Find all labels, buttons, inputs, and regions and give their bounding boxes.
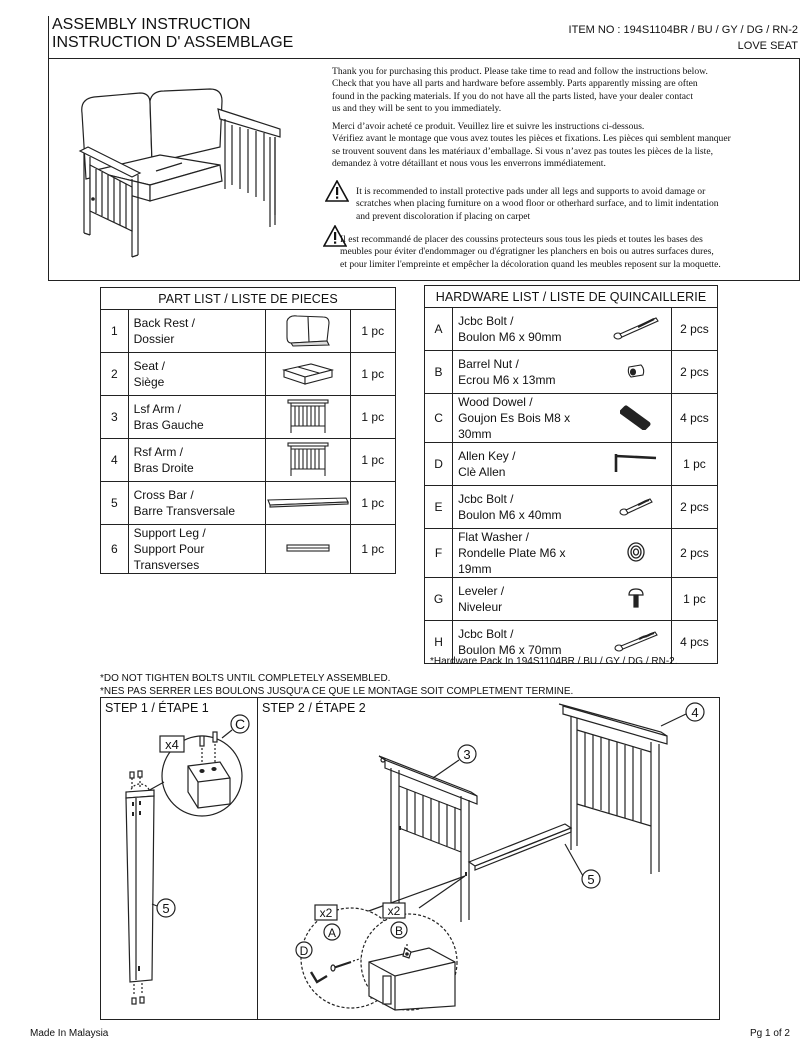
part-description (128, 310, 265, 353)
part-image-cell (265, 353, 350, 396)
hardware-letter: E (425, 486, 453, 529)
intro-en-line: us and they will be sent to you immediately. (332, 102, 502, 114)
part-quantity: 1 pc (350, 525, 395, 574)
step2-title: STEP 2 / ÉTAPE 2 (262, 701, 366, 715)
hardware-pack-note: *Hardware Pack In 194S1104BR / BU / GY / DG / RN-2. (430, 656, 678, 667)
part-description (128, 525, 265, 574)
warning-en-line: scratches when placing furniture on a wood floor or otherhard surface, and to limit indentation (356, 198, 719, 210)
intro-french (332, 121, 782, 170)
barrel-nut-icon (625, 363, 647, 379)
wood-dowel-icon (620, 404, 652, 430)
intro-fr-line: demandez à votre détaillant et nous vous les enverrons immédiatement. (332, 157, 606, 169)
title-french: INSTRUCTION D' ASSEMBLAGE (52, 34, 294, 51)
table-row (425, 486, 718, 529)
lsf-arm-icon (286, 398, 330, 434)
seat-icon (281, 360, 335, 386)
hardware-name-fr: Goujon Es Bois M8 x 30mm (458, 411, 571, 441)
part-image-cell (265, 482, 350, 525)
table-row (101, 310, 396, 353)
warning-french (340, 234, 770, 271)
part-quantity: 1 pc (350, 439, 395, 482)
hardware-letter: D (425, 443, 453, 486)
hardware-name-en: Leveler / (458, 584, 505, 598)
part-list-title: PART LIST / LISTE DE PIECES (101, 288, 396, 310)
hardware-quantity: 2 pcs (671, 486, 717, 529)
intro-fr-line: Merci d’avoir acheté ce produit. Veuillez lire et suivre les instructions ci-dessous. (332, 121, 645, 132)
hardware-quantity: 1 pc (671, 578, 717, 621)
part-image-cell (265, 310, 350, 353)
table-row (425, 529, 718, 578)
table-row (101, 353, 396, 396)
item-number: ITEM NO : 194S1104BR / BU / GY / DG / RN-2 (568, 24, 798, 36)
hardware-description (453, 578, 602, 621)
hardware-image-cell (601, 351, 671, 394)
short-bolt-icon (618, 495, 654, 517)
table-row (425, 578, 718, 621)
tighten-warning-french: *NES PAS SERRER LES BOULONS JUSQU'A CE QUE LE MONTAGE SOIT COMPLETMENT TERMINE. (100, 686, 574, 697)
hardware-quantity: 2 pcs (671, 308, 717, 351)
hardware-description (453, 443, 602, 486)
hardware-name-fr: Niveleur (458, 600, 503, 614)
warning-fr-line: Il est recommandé de placer des coussins protecteurs sous tous les pieds et toutes les bases des (340, 234, 703, 245)
part-description (128, 353, 265, 396)
allen-key-icon (612, 450, 660, 476)
part-number: 5 (101, 482, 129, 525)
step2-letter-b: B (394, 924, 404, 938)
hardware-image-cell (601, 308, 671, 351)
part-quantity: 1 pc (350, 310, 395, 353)
hardware-description (453, 394, 602, 443)
intro-fr-line: Vérifiez avant le montage que vous avez toutes les pièces et fixations. Les pièces qui semblent manquer (332, 133, 731, 145)
hardware-quantity: 2 pcs (671, 351, 717, 394)
hardware-name-en: Flat Washer / (458, 530, 529, 544)
hardware-name-fr: Boulon M6 x 90mm (458, 330, 562, 344)
tighten-warning-english: *DO NOT TIGHTEN BOLTS UNTIL COMPLETELY ASSEMBLED. (100, 673, 391, 684)
footer-origin: Made In Malaysia (30, 1028, 109, 1039)
hardware-name-fr: Clè Allen (458, 465, 506, 479)
step2-qty-b: x2 (387, 904, 401, 918)
step2-bar-callout: 5 (587, 872, 595, 887)
hardware-name-en: Jcbc Bolt / (458, 492, 514, 506)
hardware-quantity: 4 pcs (671, 394, 717, 443)
warning-fr-line: et pour limiter l'empreinte et empêcher la décoloration quand les meubles reposent sur la moquette. (340, 258, 721, 270)
part-list-table (100, 287, 396, 574)
hardware-letter: C (425, 394, 453, 443)
leveler-icon (626, 587, 646, 609)
hardware-name-en: Barrel Nut / (458, 357, 519, 371)
step2-rsf-callout: 4 (691, 705, 699, 720)
step2-diagram (259, 700, 719, 1018)
part-number: 3 (101, 396, 129, 439)
hardware-description (453, 486, 602, 529)
part-name-en: Support Leg / (133, 526, 206, 540)
part-name-fr: Siège (133, 375, 165, 389)
step-divider (257, 697, 258, 1020)
hardware-name-fr: Boulon M6 x 40mm (458, 508, 562, 522)
table-row (425, 394, 718, 443)
part-name-en: Lsf Arm / (133, 402, 181, 416)
hardware-letter: B (425, 351, 453, 394)
hardware-name-fr: Rondelle Plate M6 x 19mm (458, 546, 566, 576)
intro-english (332, 66, 782, 115)
table-row (425, 443, 718, 486)
back-rest-icon (283, 313, 333, 347)
table-row (425, 351, 718, 394)
hardware-image-cell (601, 486, 671, 529)
part-name-fr: Bras Droite (133, 461, 194, 475)
hardware-name-fr: Ecrou M6 x 13mm (458, 373, 556, 387)
hardware-image-cell (601, 578, 671, 621)
product-name: LOVE SEAT (737, 40, 798, 52)
hardware-name-en: Jcbc Bolt / (458, 627, 514, 641)
intro-fr-line: se trouvent souvent dans les matériaux d’emballage. Si vous n’avez pas toutes les pièces de la liste, (332, 145, 713, 157)
step2-lsf-callout: 3 (463, 747, 471, 762)
part-number: 2 (101, 353, 129, 396)
hardware-name-en: Allen Key / (458, 449, 516, 463)
table-row (101, 396, 396, 439)
table-row (101, 439, 396, 482)
hardware-description (453, 529, 602, 578)
warning-en-line: It is recommended to install protective pads under all legs and supports to avoid damage or (356, 186, 706, 197)
hardware-image-cell (601, 394, 671, 443)
hardware-quantity: 1 pc (671, 443, 717, 486)
step1-title: STEP 1 / ÉTAPE 1 (105, 701, 209, 715)
medium-bolt-icon (613, 629, 659, 653)
step1-part-callout: C (234, 716, 246, 732)
long-bolt-icon (612, 315, 660, 341)
footer-page-number: Pg 1 of 2 (749, 1028, 790, 1039)
part-name-fr: Support Pour Transverses (133, 542, 205, 572)
hardware-letter: H (425, 621, 453, 664)
hardware-name-en: Jcbc Bolt / (458, 314, 514, 328)
hardware-quantity: 4 pcs (671, 621, 717, 664)
rsf-arm-icon (286, 441, 330, 477)
part-description (128, 482, 265, 525)
step1-diagram (102, 712, 255, 1017)
step2-letter-d: D (299, 944, 309, 958)
part-name-en: Back Rest / (133, 316, 195, 330)
part-image-cell (265, 439, 350, 482)
table-row (101, 525, 396, 574)
flat-washer-icon (625, 541, 647, 563)
step2-letter-a: A (327, 926, 337, 940)
part-name-fr: Barre Transversale (133, 504, 236, 518)
support-leg-icon (285, 543, 331, 553)
cross-bar-icon (266, 496, 350, 508)
warning-triangle-icon (325, 180, 349, 202)
warning-fr-line: meubles pour éviter d'endommager ou d'égratigner les planchers en bois ou autres surfaces dures, (340, 246, 714, 258)
part-name-en: Rsf Arm / (133, 445, 183, 459)
part-number: 1 (101, 310, 129, 353)
part-description (128, 439, 265, 482)
hardware-list-table (424, 285, 718, 664)
part-quantity: 1 pc (350, 353, 395, 396)
part-name-fr: Bras Gauche (133, 418, 204, 432)
table-row (425, 308, 718, 351)
hardware-image-cell (601, 443, 671, 486)
step2-qty-a: x2 (319, 906, 333, 920)
hardware-list-title: HARDWARE LIST / LISTE DE QUINCAILLERIE (425, 286, 718, 308)
part-name-en: Seat / (133, 359, 165, 373)
part-image-cell (265, 396, 350, 439)
step1-board-callout: 5 (162, 901, 170, 916)
warning-en-line: and prevent discoloration if placing on carpet (356, 210, 531, 222)
hardware-letter: G (425, 578, 453, 621)
part-quantity: 1 pc (350, 396, 395, 439)
hardware-description (453, 351, 602, 394)
part-name-fr: Dossier (133, 332, 175, 346)
hardware-quantity: 2 pcs (671, 529, 717, 578)
step1-qty-badge: x4 (165, 737, 179, 752)
hardware-image-cell (601, 529, 671, 578)
header-left-rule (48, 16, 49, 58)
loveseat-illustration (70, 85, 290, 265)
intro-en-line: Check that you have all parts and hardware before assembly. Parts apparently missing are often (332, 78, 698, 90)
part-number: 6 (101, 525, 129, 574)
part-quantity: 1 pc (350, 482, 395, 525)
intro-en-line: Thank you for purchasing this product. Please take time to read and follow the instructions below. (332, 66, 708, 77)
part-name-en: Cross Bar / (133, 488, 194, 502)
part-image-cell (265, 525, 350, 574)
title-english: ASSEMBLY INSTRUCTION (52, 16, 251, 33)
hardware-description (453, 308, 602, 351)
part-description (128, 396, 265, 439)
table-row (101, 482, 396, 525)
warning-english (356, 186, 786, 223)
hardware-name-en: Wood Dowel / (458, 395, 533, 409)
hardware-letter: A (425, 308, 453, 351)
part-number: 4 (101, 439, 129, 482)
hardware-name-fr: Boulon M6 x 70mm (458, 643, 562, 657)
hardware-letter: F (425, 529, 453, 578)
intro-en-line: found in the packing materials. If you do not have all the parts listed, have your dealer contact (332, 90, 693, 102)
